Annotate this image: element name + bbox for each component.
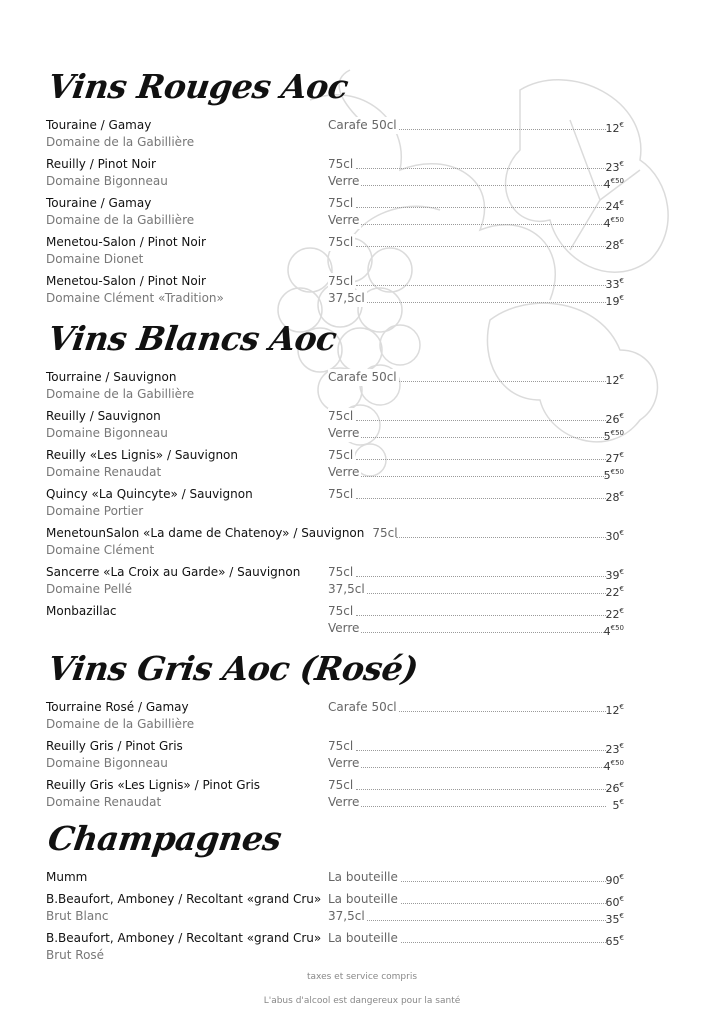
bottle-size: 75cl (328, 778, 354, 792)
wine-detail-row (46, 908, 664, 925)
wine-item (46, 564, 664, 598)
wine-detail-row (46, 755, 664, 772)
bottle-size: 37,5cl (328, 291, 365, 305)
price-currency: €50 (610, 468, 624, 476)
bottle-size: 75cl (328, 409, 354, 423)
section-title: Vins Blancs Aoc (45, 319, 339, 358)
wine-detail-row (46, 386, 664, 403)
wine-name: Reuilly / Pinot Noir (46, 157, 156, 171)
wine-name-row (46, 195, 664, 212)
wine-name-row (46, 525, 664, 542)
wine-detail-row (46, 581, 664, 598)
price-currency: €50 (610, 429, 624, 437)
wine-domain: Domaine Pellé (46, 582, 133, 596)
bottle-size: 75cl (372, 526, 398, 540)
wine-domain: Domaine Clément «Tradition» (46, 291, 224, 305)
dot-leader (356, 920, 606, 921)
bottle-size: Carafe 50cl (328, 370, 397, 384)
dot-leader (356, 789, 606, 790)
price-currency: € (619, 121, 624, 129)
wine-detail-row (46, 620, 664, 637)
alcohol-warning: L'abus d'alcool est dangereux pour la santé (263, 996, 461, 1006)
wine-name: Reuilly Gris «Les Lignis» / Pinot Gris (46, 778, 261, 792)
wine-list (46, 369, 664, 637)
wine-name-row (46, 564, 664, 581)
price-currency: € (619, 238, 624, 246)
wine-item (46, 117, 664, 151)
wine-item (46, 699, 664, 733)
price-currency: € (619, 568, 624, 576)
price-currency: € (619, 451, 624, 459)
dot-leader (356, 246, 606, 247)
price (613, 794, 624, 814)
price-currency: € (619, 373, 624, 381)
wine-name: Tourraine Rosé / Gamay (46, 700, 189, 714)
section-0 (45, 67, 664, 312)
wine-item (46, 156, 664, 190)
section-title: Vins Rouges Aoc (45, 67, 351, 106)
wine-name: Menetou-Salon / Pinot Noir (46, 235, 206, 249)
wine-domain: Brut Rosé (46, 948, 105, 962)
price-currency: € (619, 529, 624, 537)
price (606, 581, 624, 601)
price-currency: € (619, 742, 624, 750)
price-value: 26 (605, 413, 620, 426)
wine-list (46, 117, 664, 307)
dot-leader (356, 168, 606, 169)
price-value: 28 (605, 491, 620, 504)
price-currency: € (619, 873, 624, 881)
wine-domain: Domaine Bigonneau (46, 756, 168, 770)
wine-list (46, 869, 664, 964)
taxes-note: taxes et service compris (306, 972, 418, 982)
wine-name: MenetounSalon «La dame de Chatenoy» / Sauvignon (46, 526, 365, 540)
bottle-size: Verre (328, 465, 360, 479)
wine-name: B.Beaufort, Amboney / Recoltant «grand Cru» (46, 931, 322, 945)
wine-item (46, 738, 664, 772)
dot-leader (356, 185, 606, 186)
bottle-size: 75cl (328, 739, 354, 753)
price-currency: € (619, 199, 624, 207)
price (604, 425, 624, 445)
wine-name-row (46, 117, 664, 134)
bottle-size: La bouteille (328, 931, 398, 945)
price-value: 23 (605, 743, 620, 756)
wine-detail-row (46, 251, 664, 268)
price-value: 12 (605, 374, 620, 387)
price-currency: € (619, 490, 624, 498)
dot-leader (356, 224, 606, 225)
wine-list (46, 699, 664, 811)
dot-leader (356, 476, 606, 477)
price-currency: €50 (610, 759, 624, 767)
bottle-size: 37,5cl (328, 582, 365, 596)
price-value: 5 (612, 799, 620, 812)
price-value: 4 (603, 217, 611, 230)
wine-item (46, 369, 664, 403)
price (606, 869, 624, 889)
wine-name-row (46, 447, 664, 464)
price-value: 23 (605, 161, 620, 174)
dot-leader (356, 593, 606, 594)
price-value: 30 (605, 530, 620, 543)
wine-detail-row (46, 425, 664, 442)
dot-leader (356, 615, 606, 616)
price-value: 4 (603, 625, 611, 638)
price-currency: € (619, 781, 624, 789)
wine-detail-row (46, 134, 664, 151)
wine-item (46, 234, 664, 268)
dot-leader (356, 420, 606, 421)
wine-item (46, 525, 664, 559)
wine-name-row (46, 869, 664, 886)
bottle-size: 75cl (328, 274, 354, 288)
price-value: 4 (603, 178, 611, 191)
price-value: 22 (605, 608, 620, 621)
wine-domain: Domaine Bigonneau (46, 426, 168, 440)
bottle-size: 75cl (328, 487, 354, 501)
price-value: 5 (603, 469, 611, 482)
price-currency: € (619, 703, 624, 711)
wine-name: Monbazillac (46, 604, 117, 618)
wine-name-row (46, 603, 664, 620)
wine-detail-row (46, 173, 664, 190)
wine-name-row (46, 234, 664, 251)
price-currency: € (619, 607, 624, 615)
wine-item (46, 273, 664, 307)
wine-detail-row (46, 503, 664, 520)
wine-detail-row (46, 716, 664, 733)
price (606, 908, 624, 928)
price-value: 28 (605, 239, 620, 252)
wine-name-row (46, 699, 664, 716)
wine-name: Tourraine / Sauvignon (46, 370, 177, 384)
dot-leader (356, 207, 606, 208)
bottle-size: 37,5cl (328, 909, 365, 923)
bottle-size: 75cl (328, 448, 354, 462)
bottle-size: La bouteille (328, 870, 398, 884)
wine-name: Touraine / Gamay (46, 118, 152, 132)
wine-detail-row (46, 542, 664, 559)
dot-leader (356, 767, 606, 768)
wine-domain: Domaine de la Gabillière (46, 213, 195, 227)
price (604, 464, 624, 484)
price-value: 19 (605, 295, 620, 308)
dot-leader (356, 498, 606, 499)
price (606, 290, 624, 310)
price (604, 173, 624, 193)
wine-detail-row (46, 947, 664, 964)
wine-name-row (46, 930, 664, 947)
section-title: Vins Gris Aoc (Rosé) (45, 649, 421, 688)
wine-name: Mumm (46, 870, 88, 884)
wine-domain: Brut Blanc (46, 909, 109, 923)
wine-domain: Domaine Clément (46, 543, 155, 557)
price-currency: € (619, 895, 624, 903)
price-value: 27 (605, 452, 620, 465)
section-title: Champagnes (45, 819, 284, 858)
wine-name: Reuilly «Les Lignis» / Sauvignon (46, 448, 238, 462)
price-value: 35 (605, 913, 620, 926)
bottle-size: Verre (328, 621, 360, 635)
bottle-size: 75cl (328, 235, 354, 249)
price-value: 33 (605, 278, 620, 291)
bottle-size: Verre (328, 426, 360, 440)
price (604, 620, 624, 640)
price-currency: € (619, 294, 624, 302)
price-currency: € (619, 160, 624, 168)
wine-detail-row (46, 464, 664, 481)
dot-leader (356, 806, 606, 807)
section-3 (45, 819, 664, 969)
wine-item (46, 195, 664, 229)
price-value: 5 (603, 430, 611, 443)
price-value: 12 (605, 122, 620, 135)
bottle-size: La bouteille (328, 892, 398, 906)
price-currency: €50 (610, 177, 624, 185)
bottle-size: Carafe 50cl (328, 118, 397, 132)
wine-name-row (46, 156, 664, 173)
price-value: 22 (605, 586, 620, 599)
dot-leader (396, 537, 606, 538)
wine-name: Reuilly Gris / Pinot Gris (46, 739, 183, 753)
bottle-size: Verre (328, 213, 360, 227)
wine-item (46, 777, 664, 811)
dot-leader (356, 750, 606, 751)
wine-domain: Domaine de la Gabillière (46, 717, 195, 731)
wine-name-row (46, 777, 664, 794)
section-1 (45, 319, 664, 642)
wine-domain: Domaine Portier (46, 504, 144, 518)
wine-name-row (46, 738, 664, 755)
wine-item (46, 930, 664, 964)
price-currency: €50 (610, 216, 624, 224)
dot-leader (356, 459, 606, 460)
price-currency: €50 (610, 624, 624, 632)
bottle-size: 75cl (328, 157, 354, 171)
bottle-size: Verre (328, 795, 360, 809)
wine-name: Menetou-Salon / Pinot Noir (46, 274, 206, 288)
bottle-size: 75cl (328, 196, 354, 210)
wine-item (46, 603, 664, 637)
wine-domain: Domaine de la Gabillière (46, 387, 195, 401)
wine-item (46, 447, 664, 481)
wine-name: Reuilly / Sauvignon (46, 409, 161, 423)
price-value: 26 (605, 782, 620, 795)
bottle-size: Verre (328, 174, 360, 188)
bottle-size: 75cl (328, 604, 354, 618)
wine-domain: Domaine Renaudat (46, 795, 162, 809)
wine-name-row (46, 273, 664, 290)
wine-domain: Domaine Renaudat (46, 465, 162, 479)
price-currency: € (619, 412, 624, 420)
wine-name-row (46, 486, 664, 503)
price-currency: € (619, 585, 624, 593)
wine-domain: Domaine Bigonneau (46, 174, 168, 188)
price-value: 39 (605, 569, 620, 582)
section-2 (45, 649, 664, 816)
price-currency: € (619, 277, 624, 285)
price-value: 24 (605, 200, 620, 213)
price (604, 212, 624, 232)
wine-name: B.Beaufort, Amboney / Recoltant «grand Cru» (46, 892, 322, 906)
dot-leader (356, 285, 606, 286)
price-currency: € (619, 798, 624, 806)
wine-domain: Domaine Dionet (46, 252, 144, 266)
wine-name-row (46, 891, 664, 908)
wine-name-row (46, 408, 664, 425)
price-value: 65 (605, 935, 620, 948)
wine-detail-row (46, 290, 664, 307)
price-value: 12 (605, 704, 620, 717)
wine-name-row (46, 369, 664, 386)
dot-leader (356, 437, 606, 438)
dot-leader (356, 576, 606, 577)
price (604, 755, 624, 775)
wine-name: Quincy «La Quincyte» / Sauvignon (46, 487, 253, 501)
price-value: 60 (605, 896, 620, 909)
bottle-size: Verre (328, 756, 360, 770)
dot-leader (356, 302, 606, 303)
wine-item (46, 486, 664, 520)
bottle-size: 75cl (328, 565, 354, 579)
price-value: 90 (605, 874, 620, 887)
wine-item (46, 869, 664, 886)
wine-detail-row (46, 212, 664, 229)
dot-leader (356, 632, 606, 633)
bottle-size: Carafe 50cl (328, 700, 397, 714)
wine-item (46, 891, 664, 925)
wine-name: Touraine / Gamay (46, 196, 152, 210)
wine-detail-row (46, 794, 664, 811)
price-currency: € (619, 912, 624, 920)
wine-name: Sancerre «La Croix au Garde» / Sauvignon (46, 565, 301, 579)
wine-item (46, 408, 664, 442)
price-value: 4 (603, 760, 611, 773)
price-currency: € (619, 934, 624, 942)
wine-domain: Domaine de la Gabillière (46, 135, 195, 149)
